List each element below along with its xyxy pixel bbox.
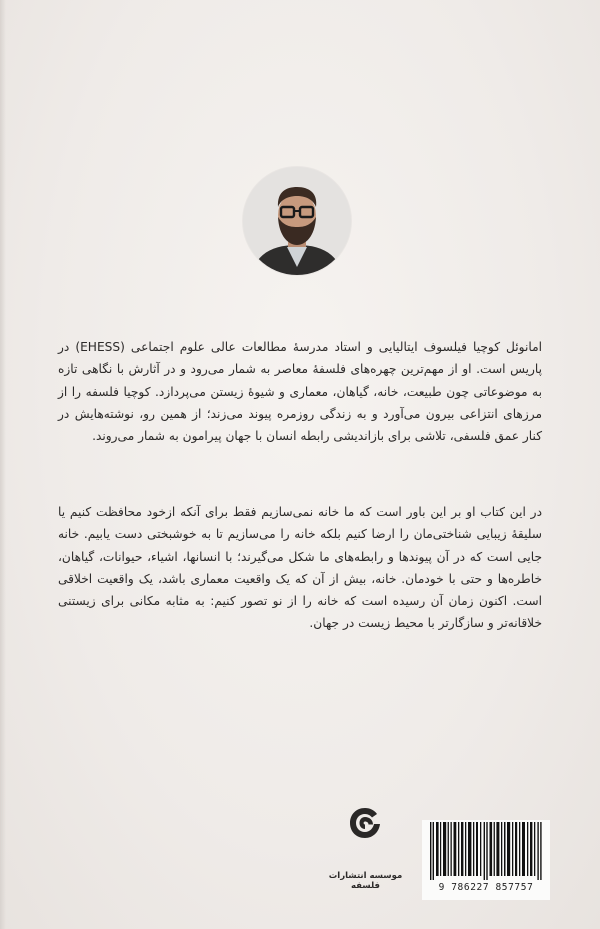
publisher-block: [318, 805, 413, 895]
author-photo: [243, 167, 351, 275]
isbn-number: 9 786227 857757: [438, 882, 534, 893]
book-summary: در این کتاب او بر این باور است که ما خانه نمی‌سازیم فقط برای آنکه ازخود محافظت کنیم یا سلیقهٔ زیبایی شناختی‌مان را ارضا کنیم بلکه خانه را می‌سازیم تا به خوشبختی دست یابیم. خانه جایی است که در آن پیوندها و رابطه‌های ما شکل می‌گیرند؛ با انسانها، اشیاء، حیوانات، گیاهان، خاطره‌ها و حتی با خودمان. خانه، بیش از آن که یک واقعیت معماری باشد، یک واقعیت اخلاقی است. اکنون زمان آن رسیده است که خانه را از نو تصور کنیم: به مثابه مکانی برای زیستنی خلاقانه‌تر و سازگارتر با محیط زیست در جهان.: [58, 505, 542, 631]
publisher-logo-icon: [347, 805, 383, 841]
publisher-name: موسسه انتشارات فلسفه: [328, 871, 403, 891]
isbn-barcode: [422, 820, 550, 900]
author-bio: امانوئل کوچیا فیلسوف ایتالیایی و استاد مدرسهٔ مطالعات عالی علوم اجتماعی (EHESS) در پاریس است. او از مهم‌ترین چهره‌های فلسفهٔ معاصر به شمار می‌رود و در آثارش با نگاهی تازه به موضوعاتی چون طبیعت، خانه، گیاهان، معماری و شیوهٔ زیستن می‌پردازد. کوچیا فلسفه را از مرزهای انتزاعی بیرون می‌آورد و به زندگی روزمره پیوند می‌زند؛ از همین رو، نوشته‌هایش در کنار عمق فلسفی، تلاشی برای بازاندیشی رابطه انسان با جهان پیرامون به شمار می‌روند.: [58, 340, 542, 443]
spine-edge: [0, 0, 6, 929]
barcode-bars: [428, 822, 544, 880]
